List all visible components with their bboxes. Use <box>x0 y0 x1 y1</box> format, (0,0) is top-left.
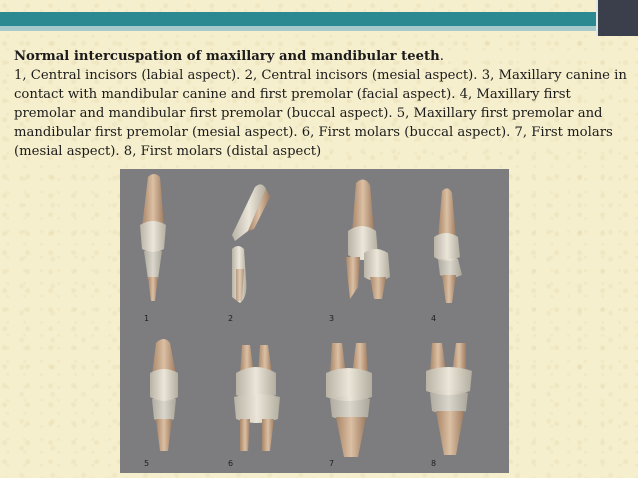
caption-title: Normal intercuspation of maxillary and mandibular teeth <box>14 49 440 64</box>
light-stripe <box>0 26 598 31</box>
tooth-group-2 <box>232 184 270 303</box>
caption-body: 1, Central incisors (labial aspect). 2, Central incisors (mesial aspect). 3, Maxillary canine in contact with mandibular canine and first premolar (facial aspect). 4, Maxillary first premolar and mandibular first premolar (buccal aspect). 5, Maxillary first premolar and mandibular first premolar (mesial aspect). 6, First molars (buccal aspect). 7, First molars (mesial aspect). 8, First molars (distal aspect) <box>14 67 627 159</box>
tooth-group-1 <box>140 174 166 301</box>
tooth-group-4 <box>434 188 462 303</box>
figure-label-3: 3 <box>329 314 335 323</box>
tooth-group-3 <box>346 179 390 299</box>
tooth-group-8 <box>426 343 472 455</box>
tooth-group-7 <box>326 343 372 457</box>
figure-label-8: 8 <box>431 459 437 468</box>
figure-label-2: 2 <box>228 314 234 323</box>
teal-stripe <box>0 12 598 26</box>
figure-label-5: 5 <box>144 459 150 468</box>
tooth-group-6 <box>234 345 280 451</box>
figure-label-7: 7 <box>329 459 335 468</box>
figure-label-1: 1 <box>144 314 150 323</box>
tooth-group-5 <box>150 339 178 451</box>
dark-corner-block <box>598 0 638 36</box>
figure-label-6: 6 <box>228 459 234 468</box>
teeth-figure <box>120 169 509 473</box>
teeth-illustration <box>120 169 509 473</box>
slide-caption <box>14 48 629 161</box>
caption-title-period: . <box>439 49 444 64</box>
title-bar-decoration <box>0 0 638 36</box>
figure-label-4: 4 <box>431 314 437 323</box>
